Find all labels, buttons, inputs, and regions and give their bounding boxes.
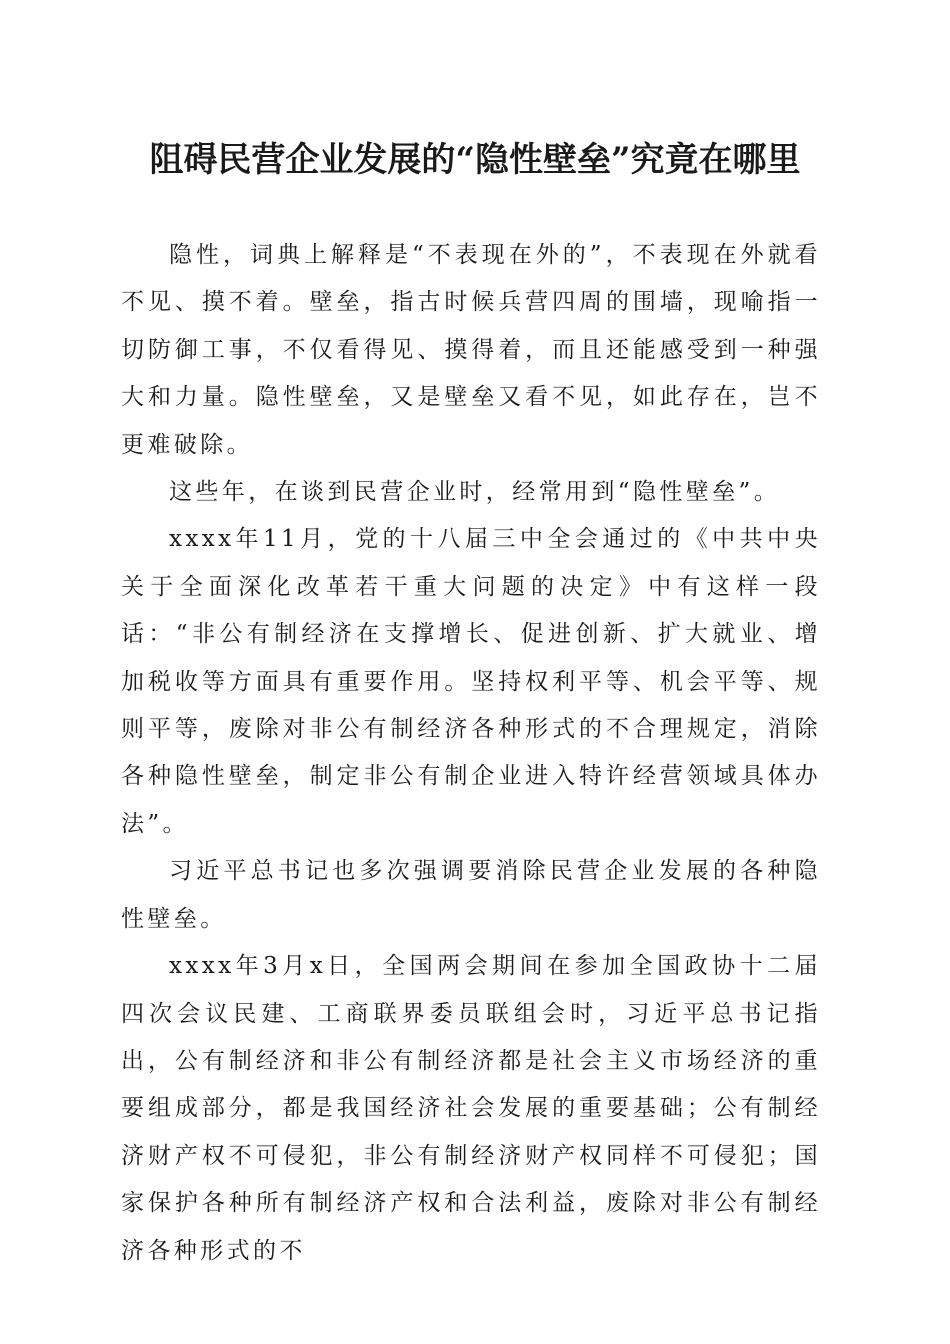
paragraph-1: 隐性，词典上解释是“不表现在外的”，不表现在外就看不见、摸不着。壁垒，指古时候兵营四周的围墙，现喻指一切防御工事，不仅看得见、摸得着，而且还能感受到一种强大和力量。隐性壁垒，又是壁垒又看不见，如此存在，岂不更难破除。 [121, 242, 821, 458]
paragraph-4: 习近平总书记也多次强调要消除民营企业发展的各种隐性壁垒。 [121, 858, 821, 932]
document-title: 阻碍民营企业发展的“隐性壁垒”究竟在哪里 [149, 140, 801, 180]
document-body [121, 232, 821, 1275]
paragraph-2: 这些年，在谈到民营企业时，经常用到“隐性壁垒”。 [169, 479, 781, 506]
paragraph-3: xxxx年11月，党的十八届三中全会通过的《中共中央关于全面深化改革若干重大问题的决定》中有这样一段话：“非公有制经济在支撑增长、促进创新、扩大就业、增加税收等方面具有重要作用。坚持权利平等、机会平等、规则平等，废除对非公有制经济各种形式的不合理规定，消除各种隐性壁垒，制定非公有制企业进入特许经营领域具体办法”。 [121, 526, 821, 837]
paragraph-5: xxxx年3月x日，全国两会期间在参加全国政协十二届四次会议民建、工商联界委员联组会时，习近平总书记指出，公有制经济和非公有制经济都是社会主义市场经济的重要组成部分，都是我国经济社会发展的重要基础；公有制经济财产权不可侵犯，非公有制经济财产权同样不可侵犯；国家保护各种所有制经济产权和合法利益，废除对非公有制经济各种形式的不 [121, 953, 821, 1264]
